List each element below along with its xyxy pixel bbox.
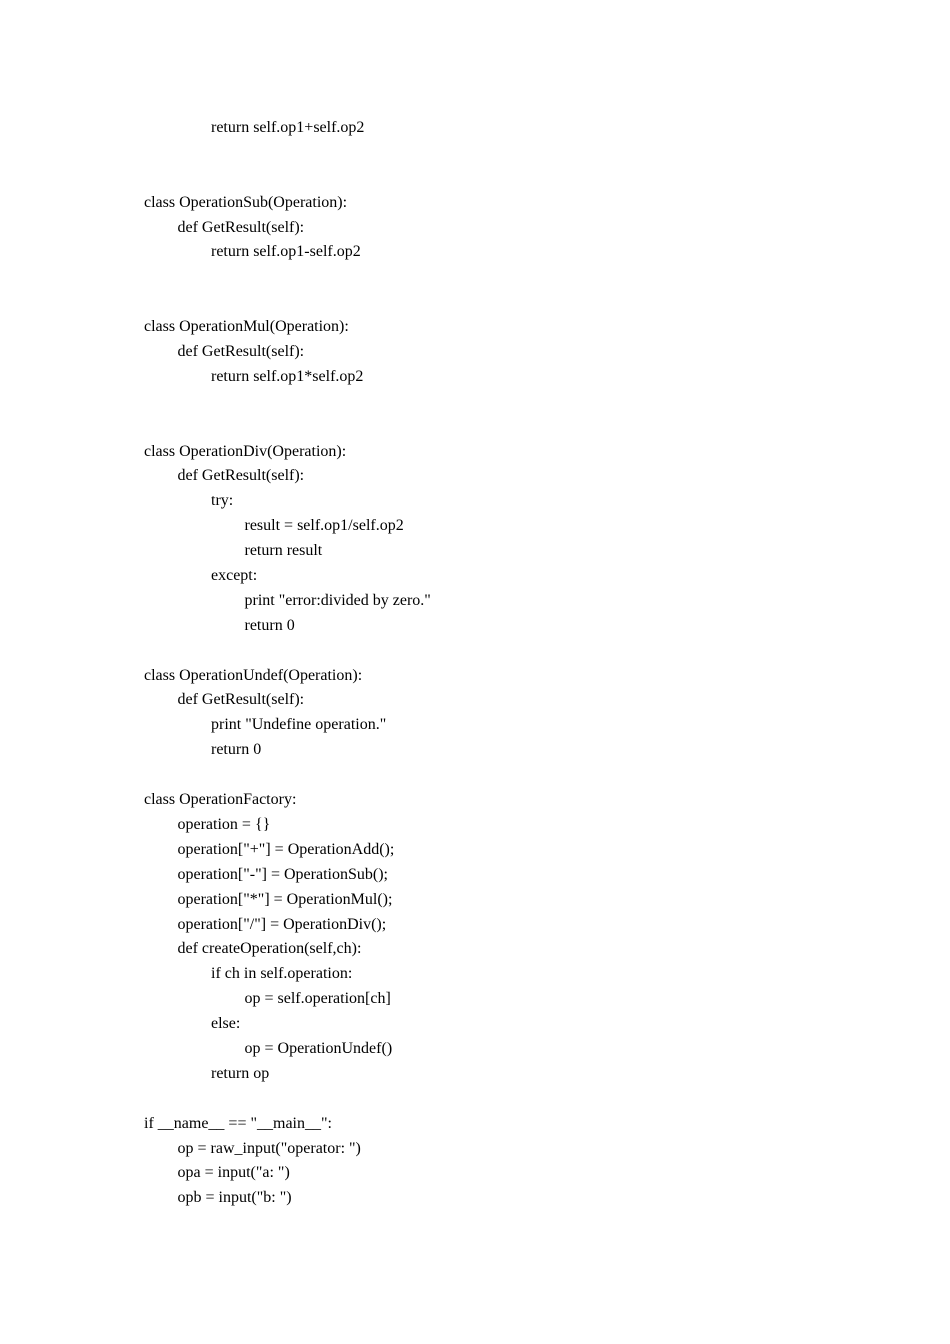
code-line: def GetResult(self): <box>177 343 305 361</box>
code-line: result = self.op1/self.op2 <box>244 517 404 535</box>
code-line: class OperationFactory: <box>144 791 297 809</box>
code-line: operation["*"] = OperationMul(); <box>177 890 393 908</box>
blank-line <box>144 141 431 166</box>
code-line: return 0 <box>211 741 262 759</box>
code-line: return result <box>244 542 323 560</box>
code-line: try: <box>211 492 234 510</box>
code-line: def GetResult(self): <box>177 218 305 236</box>
code-line: return self.op1-self.op2 <box>211 243 361 261</box>
blank-line <box>144 390 431 415</box>
code-line: operation["+"] = OperationAdd(); <box>177 840 395 858</box>
code-line: return 0 <box>244 616 295 634</box>
code-line: class OperationUndef(Operation): <box>144 666 363 684</box>
blank-line <box>144 415 431 440</box>
code-line: return self.op1+self.op2 <box>211 119 365 136</box>
code-line: print "error:divided by zero." <box>244 591 431 609</box>
code-line: operation["/"] = OperationDiv(); <box>177 915 387 933</box>
blank-line <box>144 265 431 290</box>
code-line: operation["-"] = OperationSub(); <box>177 865 388 883</box>
blank-line <box>144 763 431 788</box>
blank-line <box>144 1087 431 1112</box>
code-line: if ch in self.operation: <box>211 965 353 983</box>
code-line: else: <box>211 1015 241 1033</box>
code-line: except: <box>211 567 258 585</box>
code-line: def GetResult(self): <box>177 691 305 709</box>
code-line: op = raw_input("operator: ") <box>177 1139 361 1157</box>
code-line: opa = input("a: ") <box>177 1164 290 1182</box>
code-line: print "Undefine operation." <box>211 716 387 734</box>
code-line: return op <box>211 1064 270 1082</box>
code-line: operation = {} <box>177 815 271 833</box>
code-line: op = OperationUndef() <box>244 1039 393 1057</box>
code-line: class OperationDiv(Operation): <box>144 442 347 460</box>
code-line: return self.op1*self.op2 <box>211 367 364 385</box>
code-line: opb = input("b: ") <box>177 1189 292 1207</box>
code-line: def createOperation(self,ch): <box>177 940 362 958</box>
blank-line <box>144 166 431 191</box>
code-line: def GetResult(self): <box>177 467 305 485</box>
code-listing <box>144 116 431 1211</box>
blank-line <box>144 639 431 664</box>
code-line: class OperationSub(Operation): <box>144 193 348 211</box>
code-line: if __name__ == "__main__": <box>144 1114 332 1132</box>
code-line: op = self.operation[ch] <box>244 990 391 1008</box>
code-line: class OperationMul(Operation): <box>144 318 349 336</box>
blank-line <box>144 290 431 315</box>
